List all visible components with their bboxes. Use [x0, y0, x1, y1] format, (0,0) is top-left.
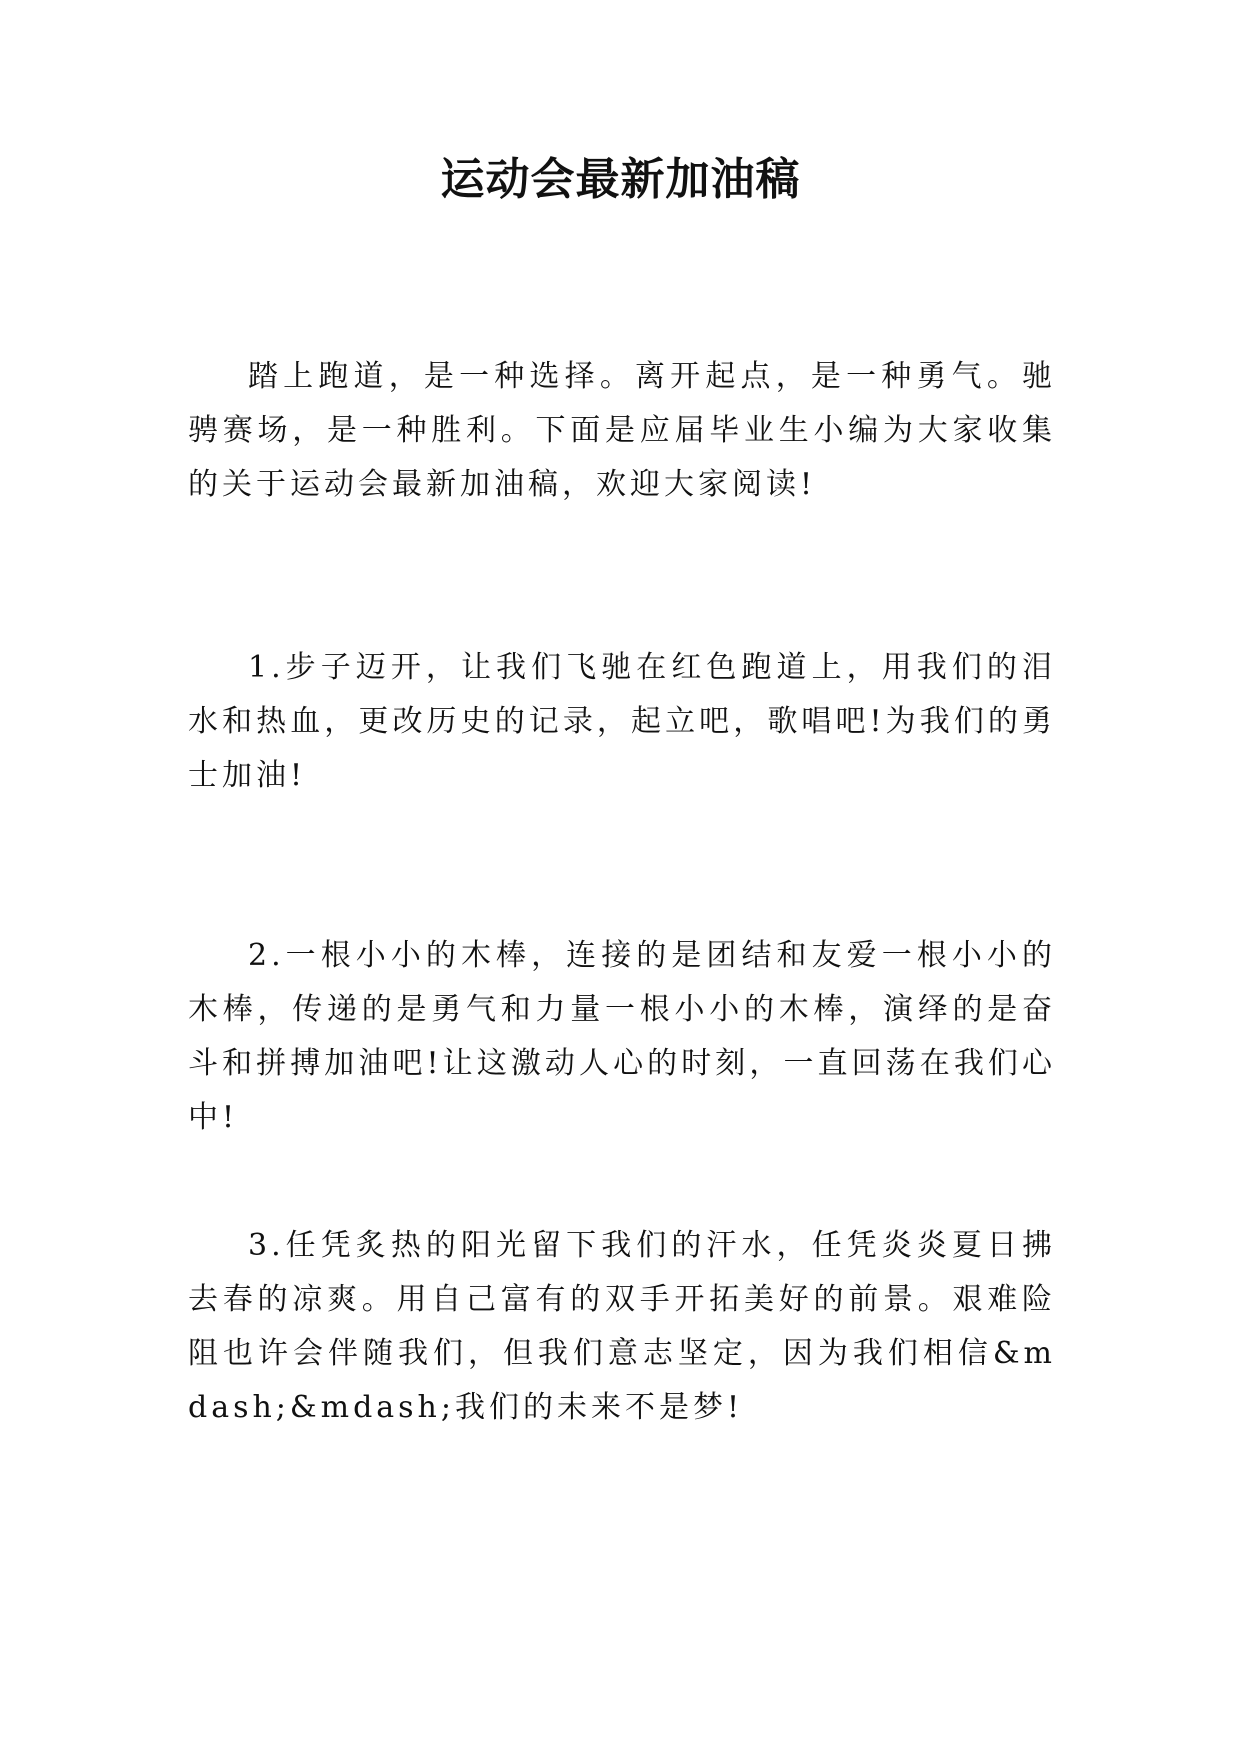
- cheer-paragraph-2: 2.一根小小的木棒，连接的是团结和友爱一根小小的木棒，传递的是勇气和力量一根小小的木棒，演绎的是奋斗和拼搏加油吧!让这激动人心的时刻，一直回荡在我们心中!: [188, 938, 1056, 1135]
- cheer-paragraph-1: 1.步子迈开，让我们飞驰在红色跑道上，用我们的泪水和热血，更改历史的记录，起立吧，歌唱吧!为我们的勇士加油!: [188, 650, 1056, 793]
- cheer-paragraph-3: 3.任凭炙热的阳光留下我们的汗水，任凭炎炎夏日拂去春的凉爽。用自己富有的双手开拓美好的前景。艰难险阻也许会伴随我们，但我们意志坚定，因为我们相信&mdash;&mdash;我们的未来不是梦!: [188, 1228, 1056, 1425]
- intro-paragraph: 踏上跑道，是一种选择。离开起点，是一种勇气。驰骋赛场，是一种胜利。下面是应届毕业生小编为大家收集的关于运动会最新加油稿，欢迎大家阅读!: [188, 359, 1056, 502]
- document-title: 运动会最新加油稿: [440, 154, 801, 205]
